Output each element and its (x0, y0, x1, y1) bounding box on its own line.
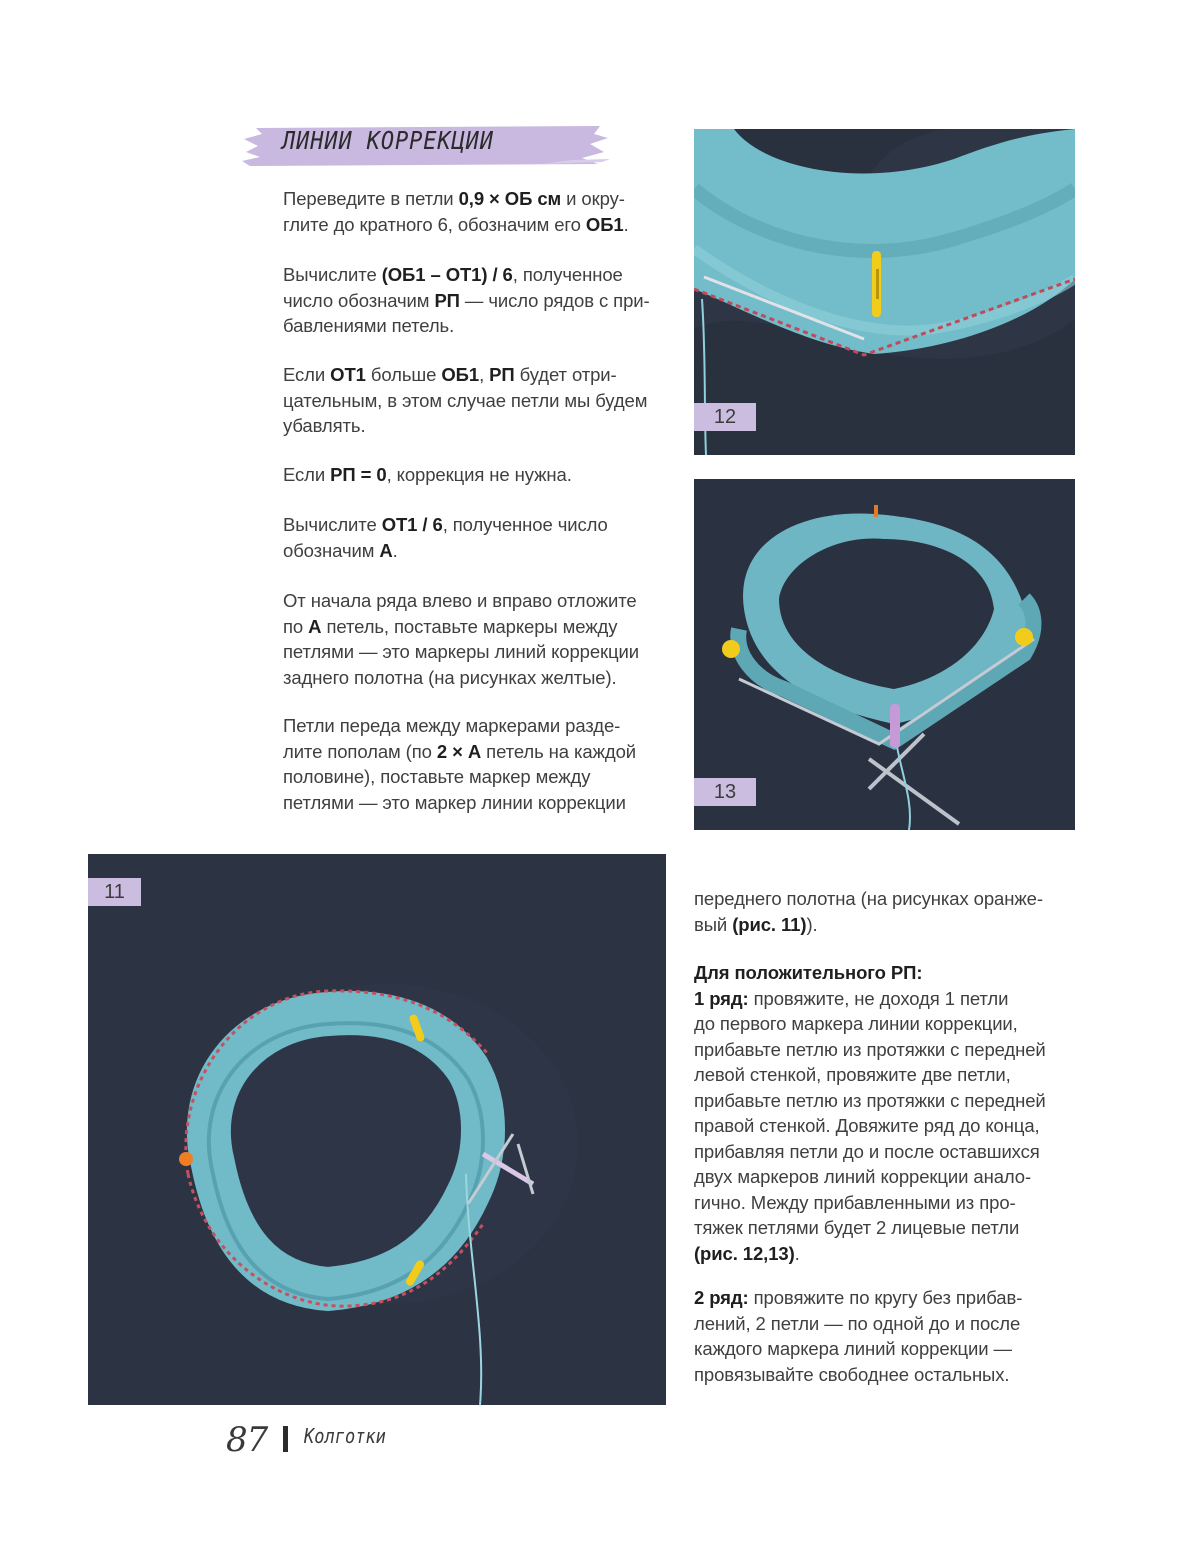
bold-text: (рис. 12,13) (694, 1242, 795, 1264)
text-run: лите пополам (по (283, 740, 437, 762)
text-run: прибавляя петли до и после оставшихся (694, 1140, 1040, 1162)
figure-11-photo (88, 854, 666, 1405)
bold-text: ОБ1 (441, 364, 480, 385)
text-run: петель, поставьте маркеры между (321, 615, 618, 637)
text-run: по (283, 615, 309, 637)
text-run: , (479, 364, 490, 385)
bold-text: А (379, 539, 393, 561)
text-run: Вычислите (283, 264, 382, 285)
bold-text: (ОБ1 – ОТ1) / 6 (381, 264, 513, 285)
text-run: , полученное число (442, 514, 608, 535)
text-run: тяжек петлями будет 2 лицевые петли (694, 1217, 1020, 1238)
text-run: Если (283, 364, 331, 385)
text-run: левой стенкой, провяжите две петли, (694, 1064, 1011, 1085)
text-run: , полученное (512, 264, 623, 285)
text-run: . (623, 213, 629, 235)
text-run: Вычислите (283, 514, 382, 535)
bold-text: (рис. 11) (732, 913, 807, 935)
text-run: больше (365, 364, 442, 385)
paragraph (694, 886, 1043, 937)
text-run: Петли переда между маркерами разде- (283, 715, 621, 736)
text-run: прибавьте петлю из протяжки с передней (694, 1038, 1046, 1060)
paragraph (283, 512, 608, 563)
text-run: убавлять. (283, 415, 366, 436)
knitting-photo-icon (88, 854, 666, 1405)
text-run: петлями — это маркеры линий коррекции (283, 641, 640, 662)
bold-text: 1 ряд: (694, 987, 749, 1009)
text-run: петель на каждой (481, 740, 636, 762)
bold-text: 2 × А (436, 740, 482, 762)
paragraph (283, 262, 650, 339)
text-run: . (794, 1242, 800, 1264)
bold-text: РП (489, 364, 515, 385)
figure-11-label: 11 (88, 878, 141, 906)
text-run: глите до кратного 6, обозначим его (283, 213, 586, 235)
figure-13-label: 13 (694, 778, 756, 806)
text-run: провяжите по кругу без прибав- (748, 1287, 1023, 1308)
text-run: до первого маркера линии коррекции, (694, 1013, 1018, 1034)
text-run: будет отри- (514, 364, 617, 385)
text-run: Переведите в петли (283, 188, 459, 209)
text-run: гично. Между прибавленными из про- (694, 1191, 1016, 1213)
paragraph (283, 462, 572, 488)
text-run: обозначим (283, 539, 380, 561)
text-run: бавлениями петель. (283, 315, 455, 336)
bold-text: ОТ1 (330, 364, 366, 385)
text-run: каждого маркера линий коррекции — (694, 1338, 1012, 1359)
figure-12-label: 12 (694, 403, 756, 431)
text-run: лений, 2 петли — по одной до и после (694, 1312, 1021, 1334)
text-run: двух маркеров линий коррекции анало- (694, 1166, 1032, 1187)
text-run: вый (694, 913, 733, 935)
text-run: От начала ряда влево и вправо отложите (283, 590, 637, 611)
paragraph (283, 186, 629, 237)
text-run: . (392, 539, 398, 561)
page-number: 87 (226, 1420, 268, 1460)
text-run: цательным, в этом случае петли мы будем (283, 389, 648, 411)
text-run: половине), поставьте маркер между (283, 766, 591, 787)
text-run: Если (283, 464, 331, 485)
paragraph (283, 588, 639, 690)
bold-text: 2 ряд: (694, 1287, 749, 1308)
text-run: провязывайте свободнее остальных. (694, 1363, 1010, 1385)
text-run: петлями — это маркер линии коррекции (283, 791, 626, 813)
bold-text: ОТ1 / 6 (381, 514, 443, 535)
section-title: ЛИНИИ КОРРЕКЦИИ (282, 126, 494, 155)
text-run: ). (806, 913, 818, 935)
text-run: провяжите, не доходя 1 петли (748, 987, 1009, 1009)
running-footer-title: Колготки (304, 1424, 386, 1448)
text-run: правой стенкой. Довяжите ряд до конца, (694, 1115, 1040, 1136)
paragraph (283, 362, 647, 439)
footer-divider (283, 1426, 288, 1452)
bold-text: ОБ1 (585, 213, 624, 235)
text-run: — число рядов с при- (459, 289, 650, 311)
text-run: переднего полотна (на рисунках оранже- (694, 888, 1043, 909)
bold-text: РП = 0 (330, 464, 387, 485)
bold-text: А (308, 615, 322, 637)
bold-text: РП (434, 289, 460, 311)
text-run: число обозначим (283, 289, 435, 311)
text-run: прибавьте петлю из протяжки с передней (694, 1089, 1046, 1111)
paragraph (283, 713, 636, 815)
text-run: заднего полотна (на рисунках желтые). (283, 666, 617, 688)
text-run: и окру- (561, 188, 625, 209)
bold-text: 0,9 × ОБ см (458, 188, 562, 209)
text-run: , коррекция не нужна. (386, 464, 572, 485)
bold-text: Для положительного РП: (694, 962, 923, 983)
paragraph (694, 1285, 1022, 1387)
paragraph (694, 960, 1046, 1266)
